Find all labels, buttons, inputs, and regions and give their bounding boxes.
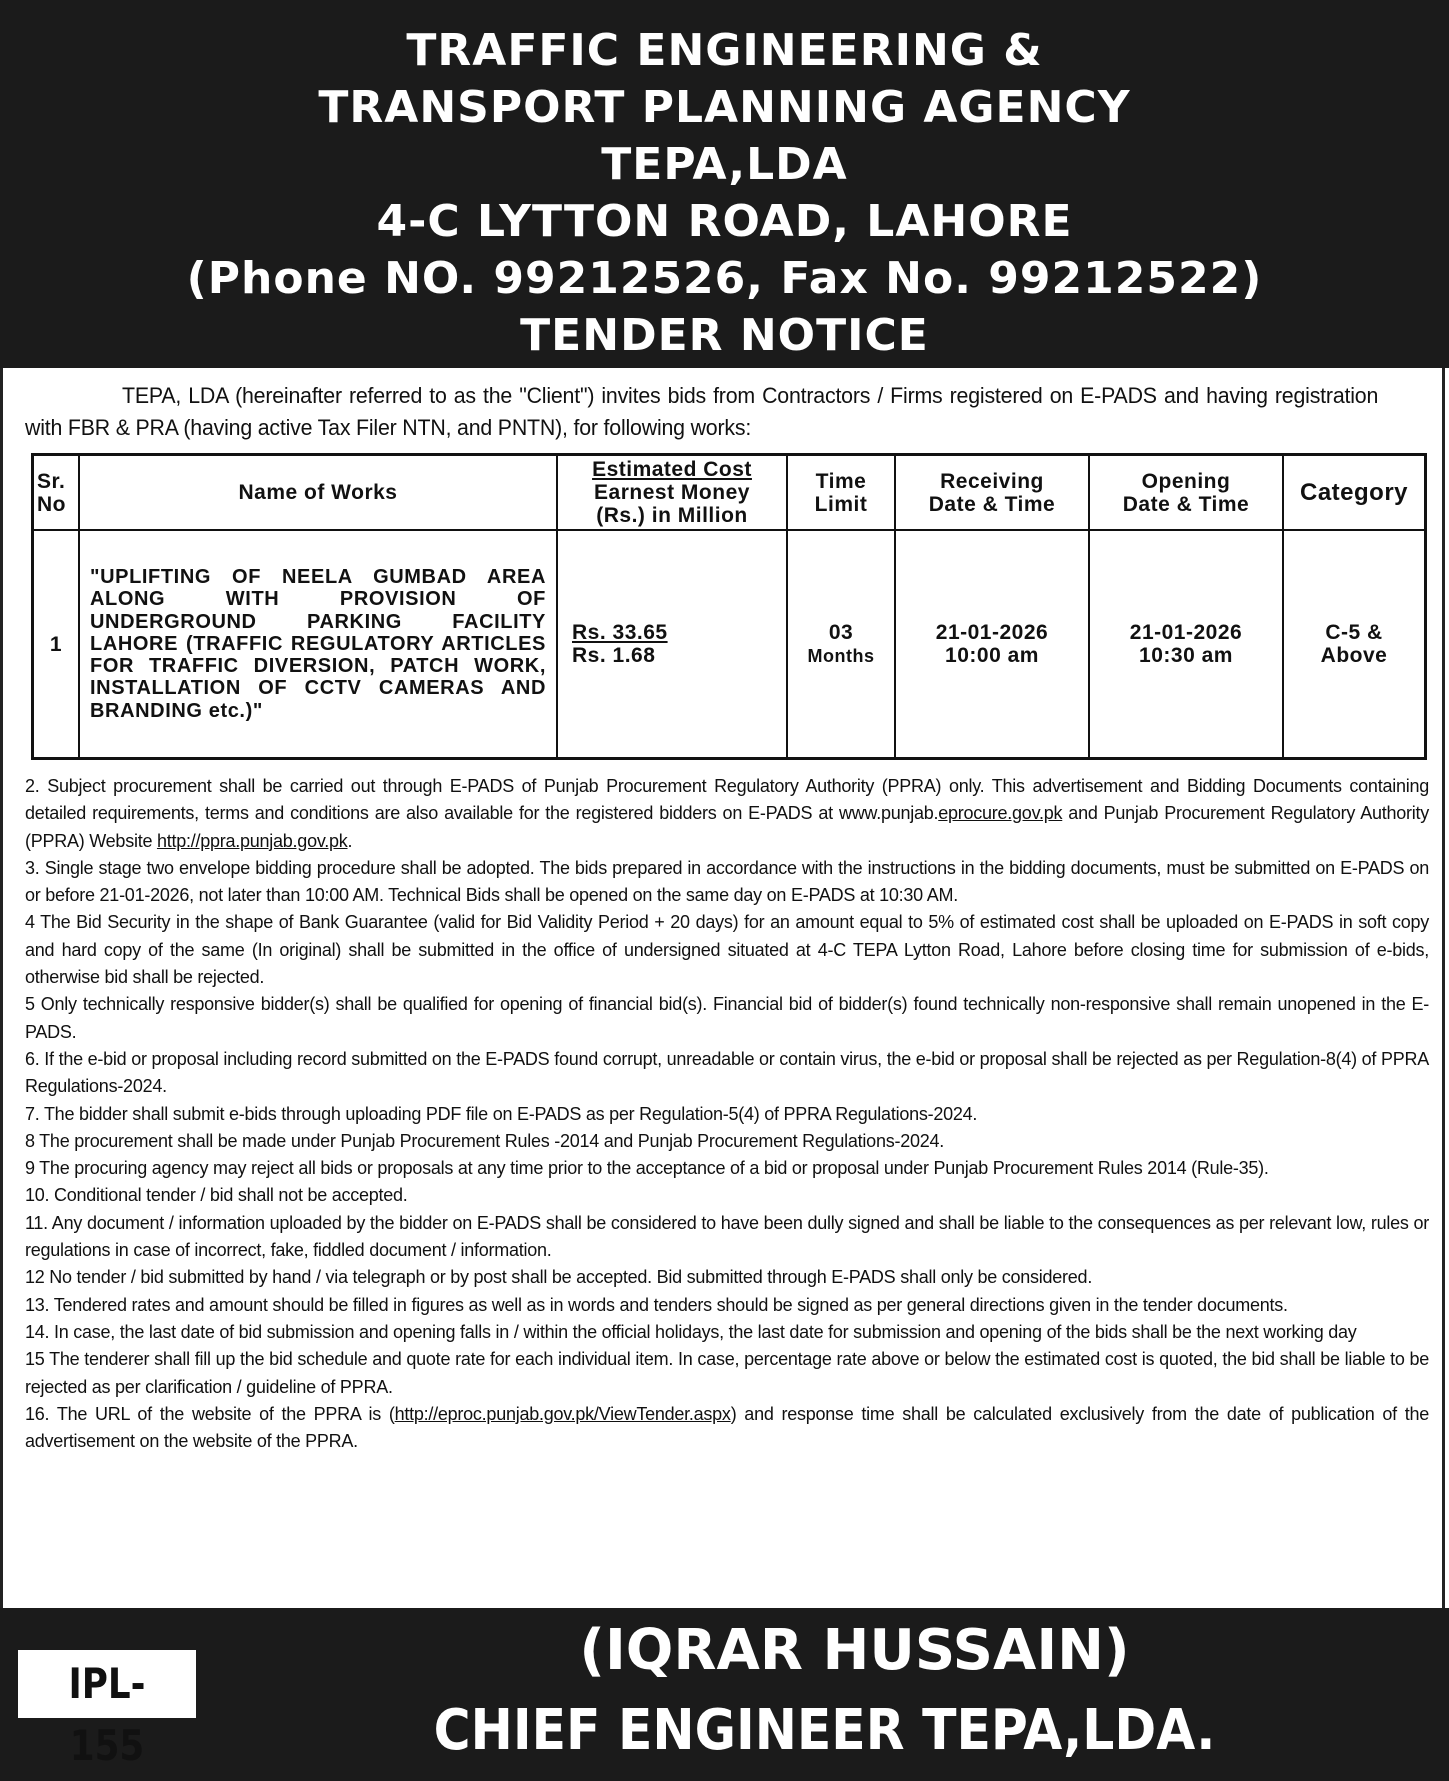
cell-opening: 21-01-2026 10:30 am xyxy=(1089,530,1283,759)
cell-time-limit: 03 Months xyxy=(787,530,895,759)
term-16: 16. The URL of the website of the PPRA is (http://eproc.punjab.gov.pk/ViewTender.aspx) and response time shall be calculated exclusively from the date of publication of the advertisement on the website of the PPRA. xyxy=(25,1403,1429,1452)
cell-receiving: 21-01-2026 10:00 am xyxy=(895,530,1089,759)
term-14: 14. In case, the last date of bid submission and opening falls in / within the official holidays, the last date for submission and opening of the bids shall be the next working day xyxy=(25,1321,1357,1342)
notice-footer xyxy=(0,1608,1449,1781)
cell-name-of-works: "UPLIFTING OF NEELA GUMBAD AREA ALONG WITH PROVISION OF UNDERGROUND PARKING FACILITY LAHORE (TRAFFIC REGULATORY ARTICLES FOR TRAFFIC DIVERSION, PATCH WORK, INSTALLATION OF CCTV CAMERAS AND BRANDING etc.)" xyxy=(79,530,557,759)
cell-category: C-5 & Above xyxy=(1283,530,1426,759)
cell-sr: 1 xyxy=(33,530,80,759)
terms-list xyxy=(25,773,1429,1455)
header-sr-no: Sr. No xyxy=(33,455,80,531)
term-10: 10. Conditional tender / bid shall not be accepted. xyxy=(25,1185,408,1206)
notice-title: TENDER NOTICE xyxy=(520,310,929,361)
header-name-of-works: Name of Works xyxy=(79,455,557,531)
header-cost: Estimated Cost Earnest Money (Rs.) in Million xyxy=(557,455,787,531)
term-12: 12 No tender / bid submitted by hand / via telegraph or by post shall be accepted. Bid submitted through E-PADS shall only be considered. xyxy=(25,1267,1093,1288)
estimated-cost: Rs. 33.65 xyxy=(572,621,668,644)
term-11: 11. Any document / information uploaded by the bidder on E-PADS shall be considered to have been dully signed and shall be liable to the consequences as per relevant low, rules or regulations in case of incorrect, fake, fiddled document / information. xyxy=(25,1212,1429,1261)
cell-cost xyxy=(557,530,787,759)
term-2: 2. Subject procurement shall be carried out through E-PADS of Punjab Procurement Regulatory Authority (PPRA) only. This advertisement and Bidding Documents containing detailed requirements, terms and conditions are also available for the registered bidders on E-PADS at www.punjab.eprocure.gov.pk and Punjab Procurement Regulatory Authority (PPRA) Website http://ppra.punjab.gov.pk. xyxy=(25,776,1429,851)
agency-name-line1: TRAFFIC ENGINEERING & xyxy=(406,25,1043,76)
term-9: 9 The procuring agency may reject all bids or proposals at any time prior to the acceptance of a bid or proposal under Punjab Procurement Rules 2014 (Rule-35). xyxy=(25,1158,1269,1179)
works-table xyxy=(31,453,1427,760)
term-4: 4 The Bid Security in the shape of Bank Guarantee (valid for Bid Validity Period + 20 days) for an amount equal to 5% of estimated cost shall be uploaded on E-PADS in soft copy and hard copy of the same (In original) shall be submitted in the office of undersigned situated at 4-C TEPA Lytton Road, Lahore before closing time for submission of e-bids, otherwise bid shall be rejected. xyxy=(25,912,1429,988)
term-8: 8 The procurement shall be made under Punjab Procurement Rules -2014 and Punjab Procurement Regulations-2024. xyxy=(25,1130,944,1151)
notice-header xyxy=(0,0,1449,368)
agency-address: 4-C LYTTON ROAD, LAHORE xyxy=(376,196,1073,247)
table-header-row xyxy=(33,455,1426,531)
term-3: 3. Single stage two envelope bidding procedure shall be adopted. The bids prepared in accordance with the instructions in the bidding documents, must be submitted on E-PADS on or before 21-01-2026, not later than 10:00 AM. Technical Bids shall be opened on the same day on E-PADS at 10:30 AM. xyxy=(25,857,1429,906)
agency-abbr: TEPA,LDA xyxy=(601,139,848,190)
earnest-money: Rs. 1.68 xyxy=(572,644,656,667)
header-receiving: Receiving Date & Time xyxy=(895,455,1089,531)
ipl-reference-box: IPL-155 xyxy=(18,1650,196,1718)
term-15: 15 The tenderer shall fill up the bid schedule and quote rate for each individual item. In case, percentage rate above or below the estimated cost is quoted, the bid shall be liable to be rejected as per clarification / guideline of PPRA. xyxy=(25,1349,1429,1397)
term-13: 13. Tendered rates and amount should be filled in figures as well as in words and tenders should be signed as per general directions given in the tender documents. xyxy=(25,1294,1288,1315)
signatory-name: (IQRAR HUSSAIN) xyxy=(579,1618,1130,1683)
intro-paragraph: TEPA, LDA (hereinafter referred to as the "Client") invites bids from Contractors / Firms registered on E-PADS and having registration with FBR & PRA (having active Tax Filer NTN, and PNTN), for following works: xyxy=(25,383,1379,440)
agency-name-line2: TRANSPORT PLANNING AGENCY xyxy=(318,82,1131,133)
header-category: Category xyxy=(1283,455,1426,531)
agency-contact: (Phone NO. 99212526, Fax No. 99212522) xyxy=(186,253,1263,304)
header-opening: Opening Date & Time xyxy=(1089,455,1283,531)
view-tender-link[interactable]: http://eproc.punjab.gov.pk/ViewTender.aspx xyxy=(394,1403,731,1424)
header-time-limit: Time Limit xyxy=(787,455,895,531)
term-6: 6. If the e-bid or proposal including record submitted on the E-PADS found corrupt, unreadable or contain virus, the e-bid or proposal shall be rejected as per Regulation-8(4) of PPRA Regulations-2024. xyxy=(25,1048,1429,1097)
ppra-website-link[interactable]: http://ppra.punjab.gov.pk xyxy=(156,830,348,851)
term-5: 5 Only technically responsive bidder(s) shall be qualified for opening of financial bid(s). Financial bid of bidder(s) found technically non-responsive shall remain unopened in the E-PADS. xyxy=(25,994,1429,1042)
eprocure-link[interactable]: eprocure.gov.pk xyxy=(938,803,1063,824)
table-row xyxy=(33,530,1426,759)
term-7: 7. The bidder shall submit e-bids through uploading PDF file on E-PADS as per Regulation-5(4) of PPRA Regulations-2024. xyxy=(25,1103,978,1124)
notice-body xyxy=(0,368,1445,1608)
signatory-designation: CHIEF ENGINEER TEPA,LDA. xyxy=(433,1698,1216,1763)
